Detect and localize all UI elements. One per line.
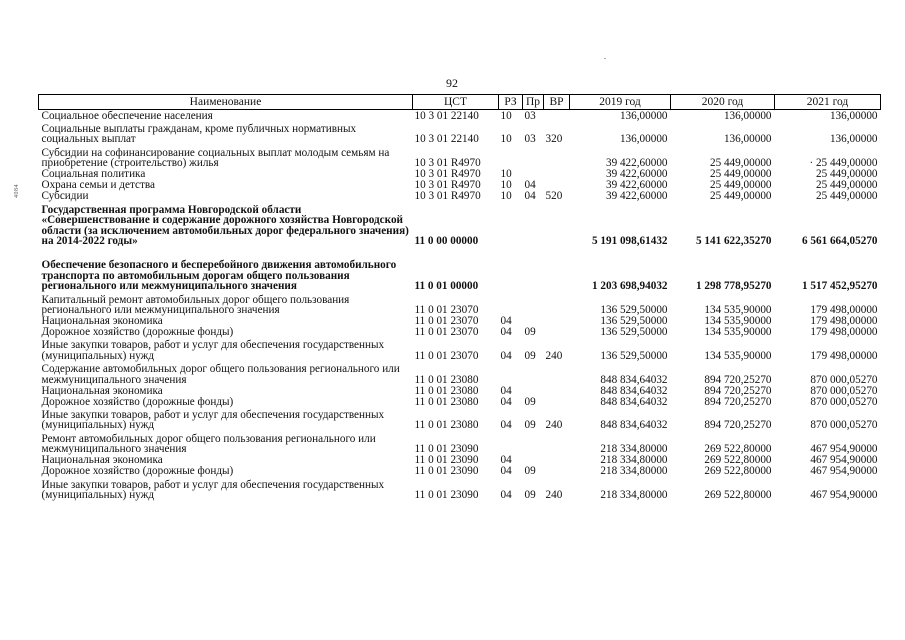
cell-2019: 136,00000 <box>619 133 668 146</box>
table-row <box>39 431 881 455</box>
cell-vr <box>544 361 570 385</box>
table-row <box>39 247 881 292</box>
cell-name: Дорожное хозяйство (дорожные фонды) <box>41 465 234 478</box>
cell-pr: 04 <box>524 179 536 192</box>
cell-vr <box>544 455 570 466</box>
page-number: 92 <box>446 76 458 90</box>
cell-2020: 25 449,00000 <box>709 157 772 170</box>
cell-2021: 467 954,90000 <box>810 489 878 502</box>
cell-2020: 5 141 622,35270 <box>695 235 772 248</box>
cell-vr: 240 <box>545 419 563 432</box>
cell-2021: 136,00000 <box>829 109 878 122</box>
cell-2020: 134 535,90000 <box>704 349 772 362</box>
header-vr: ВР <box>544 95 570 110</box>
table-row <box>39 361 881 385</box>
cell-2019: 218 334,80000 <box>600 489 668 502</box>
cell-pr <box>523 455 544 466</box>
cell-rz: 04 <box>500 384 512 397</box>
cell-name: Капитальный ремонт автомобильных дорог общего пользования регионального или межмуниципального значения <box>41 293 350 317</box>
cell-2021: 179 498,00000 <box>810 326 878 339</box>
cell-2019: 39 422,60000 <box>605 179 668 192</box>
cell-name: Субсидии <box>41 190 89 203</box>
cell-pr <box>523 385 544 396</box>
cell-vr <box>544 396 570 407</box>
cell-name: Иные закупки товаров, работ и услуг для обеспечения государственных (муниципальных) нужд <box>41 409 385 432</box>
cell-name: Государственная программа Новгородской области «Совершенствование и содержание дорожного хозяйства Новгородской области (за исключением автомобильных дорог федерального значения) на 2014-2022 годы» <box>41 204 409 248</box>
header-cst: ЦСТ <box>413 95 499 110</box>
table-row <box>39 407 881 431</box>
cell-vr <box>544 315 570 326</box>
cell-rz <box>499 361 523 385</box>
cell-2020: 134 535,90000 <box>704 326 772 339</box>
cell-pr: 09 <box>524 395 536 408</box>
table-row <box>39 385 881 396</box>
cell-cst: 11 0 01 23090 <box>414 489 479 502</box>
cell-pr <box>523 292 544 316</box>
table-row <box>39 169 881 180</box>
table-row <box>39 337 881 361</box>
cell-vr <box>544 145 570 169</box>
table-row <box>39 110 881 122</box>
budget-table <box>38 94 881 501</box>
cell-cst: 10 3 01 R4970 <box>414 179 481 192</box>
cell-2019: 136 529,50000 <box>600 349 668 362</box>
table-row <box>39 292 881 316</box>
cell-2019: 218 334,80000 <box>600 454 668 467</box>
cell-cst: 11 0 01 23070 <box>414 349 479 362</box>
cell-2019: 848 834,64032 <box>600 419 668 432</box>
cell-cst: 10 3 01 22140 <box>414 109 479 122</box>
cell-2020: 894 720,25270 <box>704 419 772 432</box>
cell-cst: 11 0 01 23080 <box>414 384 479 397</box>
cell-2021: 179 498,00000 <box>810 304 878 317</box>
table-body <box>39 110 881 501</box>
cell-name: Иные закупки товаров, работ и услуг для обеспечения государственных (муниципальных) нужд <box>41 478 385 502</box>
cell-name: Национальная экономика <box>41 454 163 467</box>
cell-2020: 269 522,80000 <box>704 465 772 478</box>
cell-2019: 848 834,64032 <box>600 395 668 408</box>
cell-name: Социальная политика <box>41 168 146 181</box>
cell-vr <box>544 431 570 455</box>
cell-cst: 11 0 01 23080 <box>414 373 479 386</box>
cell-name: Охрана семьи и детства <box>41 179 155 192</box>
cell-rz: 04 <box>500 465 512 478</box>
cell-2019: 848 834,64032 <box>600 384 668 397</box>
cell-cst: 11 0 01 23070 <box>414 304 479 317</box>
cell-2021: 25 449,00000 <box>815 179 878 192</box>
cell-cst: 11 0 01 23090 <box>414 443 479 456</box>
cell-name: Содержание автомобильных дорог общего пользования регионального или межмуниципального значения <box>41 363 400 386</box>
cell-pr <box>523 315 544 326</box>
table-row <box>39 326 881 337</box>
cell-rz: 10 <box>500 179 512 192</box>
cell-pr <box>523 361 544 385</box>
cell-rz: 04 <box>500 419 512 432</box>
cell-rz: 04 <box>500 395 512 408</box>
cell-pr <box>523 169 544 180</box>
cell-2019: 136,00000 <box>619 109 668 122</box>
cell-cst: 11 0 01 23090 <box>414 454 479 467</box>
cell-pr: 03 <box>524 133 536 146</box>
cell-cst: 11 0 01 23070 <box>414 326 479 339</box>
table-row <box>39 466 881 477</box>
cell-name: Социальное обеспечение населения <box>41 109 213 122</box>
cell-2021: 467 954,90000 <box>810 454 878 467</box>
cell-2019: 39 422,60000 <box>605 168 668 181</box>
cell-2021: 179 498,00000 <box>810 315 878 328</box>
cell-vr: 320 <box>545 133 563 146</box>
cell-2021: 870 000,05270 <box>810 395 878 408</box>
cell-name: Иные закупки товаров, работ и услуг для обеспечения государственных (муниципальных) нужд <box>41 339 385 362</box>
cell-rz <box>499 292 523 316</box>
cell-2020: 136,00000 <box>723 133 772 146</box>
cell-2021: 6 561 664,05270 <box>801 235 878 248</box>
header-2019: 2019 год <box>570 95 671 110</box>
cell-name: Дорожное хозяйство (дорожные фонды) <box>41 326 234 339</box>
cell-pr <box>523 247 544 292</box>
cell-vr <box>544 247 570 292</box>
table-header-row <box>39 95 881 110</box>
cell-rz: 10 <box>500 190 512 203</box>
cell-2021: 467 954,90000 <box>810 465 878 478</box>
scan-speck <box>604 58 606 59</box>
cell-2020: 134 535,90000 <box>704 304 772 317</box>
cell-2020: 269 522,80000 <box>704 443 772 456</box>
margin-stamp: 4084 <box>14 184 20 198</box>
cell-2021: 25 449,00000 <box>815 168 878 181</box>
cell-pr: 09 <box>524 465 536 478</box>
cell-name: Национальная экономика <box>41 315 163 328</box>
cell-2019: 136 529,50000 <box>600 304 668 317</box>
cell-2020: 25 449,00000 <box>709 190 772 203</box>
cell-2019: 39 422,60000 <box>605 157 668 170</box>
cell-pr: 04 <box>524 190 536 203</box>
cell-cst: 10 3 01 22140 <box>414 133 479 146</box>
cell-rz: 10 <box>500 133 512 146</box>
header-pr: Пр <box>523 95 544 110</box>
cell-name: Субсидии на софинансирование социальных выплат молодым семьям на приобретение (строительство) жилья <box>41 146 390 170</box>
cell-cst: 11 0 01 23070 <box>414 315 479 328</box>
cell-vr <box>544 385 570 396</box>
cell-2020: 136,00000 <box>723 109 772 122</box>
cell-rz: 04 <box>500 349 512 362</box>
cell-2020: 25 449,00000 <box>709 168 772 181</box>
cell-pr: 09 <box>524 419 536 432</box>
cell-name: Ремонт автомобильных дорог общего пользования регионального или межмуниципального значения <box>41 432 376 456</box>
cell-2019: 136 529,50000 <box>600 326 668 339</box>
cell-pr: 03 <box>524 109 536 122</box>
cell-rz: 04 <box>500 454 512 467</box>
cell-vr <box>544 466 570 477</box>
cell-2020: 134 535,90000 <box>704 315 772 328</box>
table-row <box>39 396 881 407</box>
cell-2019: 136 529,50000 <box>600 315 668 328</box>
cell-2020: 894 720,25270 <box>704 395 772 408</box>
cell-rz: 10 <box>500 109 512 122</box>
cell-2020: 269 522,80000 <box>704 454 772 467</box>
cell-2021: 136,00000 <box>829 133 878 146</box>
cell-rz: 04 <box>500 315 512 328</box>
cell-2019: 218 334,80000 <box>600 465 668 478</box>
table-row <box>39 191 881 202</box>
cell-2021: 179 498,00000 <box>810 349 878 362</box>
cell-pr <box>523 202 544 247</box>
cell-cst: 11 0 01 23080 <box>414 395 479 408</box>
cell-vr: 520 <box>545 190 563 203</box>
cell-rz <box>499 202 523 247</box>
cell-pr: 09 <box>524 349 536 362</box>
cell-name: Дорожное хозяйство (дорожные фонды) <box>41 395 234 408</box>
header-rz: РЗ <box>499 95 523 110</box>
cell-pr: 09 <box>524 326 536 339</box>
cell-2019: 848 834,64032 <box>600 373 668 386</box>
cell-vr <box>544 169 570 180</box>
cell-2021: · 25 449,00000 <box>809 157 878 170</box>
table-row <box>39 145 881 169</box>
cell-rz: 04 <box>500 326 512 339</box>
cell-2019: 5 191 098,61432 <box>591 235 668 248</box>
cell-2021: 870 000,05270 <box>810 384 878 397</box>
cell-rz <box>499 431 523 455</box>
cell-name: Обеспечение безопасного и бесперебойного движения автомобильного транспорта по автомобильным дорогам общего пользования регионального или межмуниципального значения <box>41 259 397 293</box>
cell-cst: 11 0 00 00000 <box>414 235 479 248</box>
cell-rz: 10 <box>500 168 512 181</box>
table-row <box>39 180 881 191</box>
cell-cst: 10 3 01 R4970 <box>414 190 481 203</box>
header-name: Наименование <box>39 95 413 110</box>
cell-2019: 218 334,80000 <box>600 443 668 456</box>
cell-2021: 870 000,05270 <box>810 419 878 432</box>
cell-2021: 25 449,00000 <box>815 190 878 203</box>
cell-vr <box>544 180 570 191</box>
cell-name: Социальные выплаты гражданам, кроме публичных нормативных социальных выплат <box>41 123 357 146</box>
cell-2020: 894 720,25270 <box>704 373 772 386</box>
cell-rz: 04 <box>500 489 512 502</box>
cell-2020: 1 298 778,95270 <box>695 280 772 293</box>
table-row <box>39 202 881 247</box>
cell-vr: 240 <box>545 349 563 362</box>
cell-vr: 240 <box>545 489 563 502</box>
cell-2021: 870 000,05270 <box>810 373 878 386</box>
cell-2020: 25 449,00000 <box>709 179 772 192</box>
cell-2021: 467 954,90000 <box>810 443 878 456</box>
cell-2019: 39 422,60000 <box>605 190 668 203</box>
cell-cst: 10 3 01 R4970 <box>414 157 481 170</box>
cell-cst: 10 3 01 R4970 <box>414 168 481 181</box>
cell-pr <box>523 145 544 169</box>
cell-2019: 1 203 698,94032 <box>591 280 668 293</box>
cell-vr <box>544 326 570 337</box>
table-row <box>39 315 881 326</box>
header-2021: 2021 год <box>775 95 881 110</box>
cell-cst: 11 0 01 23090 <box>414 465 479 478</box>
cell-pr <box>523 431 544 455</box>
cell-2021: 1 517 452,95270 <box>801 280 878 293</box>
cell-cst: 11 0 01 00000 <box>414 280 479 293</box>
table-row <box>39 121 881 145</box>
cell-pr: 09 <box>524 489 536 502</box>
cell-2020: 894 720,25270 <box>704 384 772 397</box>
cell-vr <box>544 202 570 247</box>
cell-rz <box>499 247 523 292</box>
header-2020: 2020 год <box>671 95 775 110</box>
cell-cst: 11 0 01 23080 <box>414 419 479 432</box>
cell-vr <box>544 110 570 122</box>
table-row <box>39 455 881 466</box>
cell-rz <box>499 145 523 169</box>
cell-2020: 269 522,80000 <box>704 489 772 502</box>
cell-name: Национальная экономика <box>41 384 163 397</box>
table-row <box>39 477 881 501</box>
cell-vr <box>544 292 570 316</box>
